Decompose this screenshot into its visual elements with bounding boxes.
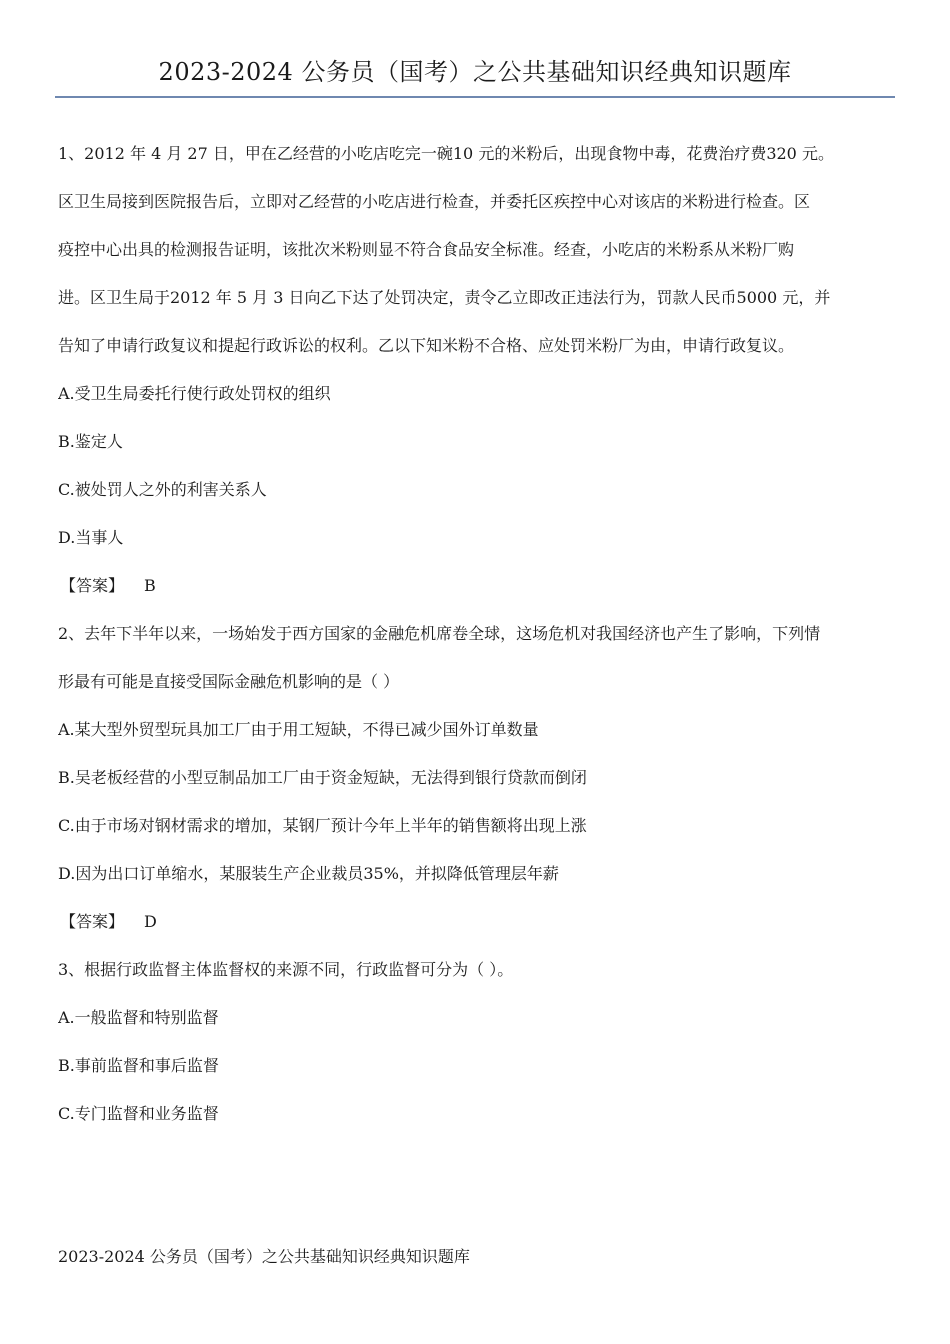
option-c: C.被处罚人之外的利害关系人 [58, 480, 267, 499]
answer-value: D [144, 912, 157, 931]
answer-label: 【答案】 [60, 912, 125, 931]
option-c: C.由于市场对钢材需求的增加，某钢厂预计今年上半年的销售额将出现上涨 [58, 816, 587, 835]
question-text-line: 形最有可能是直接受国际金融危机影响的是（ ） [58, 672, 400, 691]
question-text-line: 3、根据行政监督主体监督权的来源不同，行政监督可分为（ ）。 [58, 960, 514, 979]
header-divider [55, 96, 895, 98]
option-b: B.鉴定人 [58, 432, 123, 451]
option-b: B.事前监督和事后监督 [58, 1056, 219, 1075]
answer-value: B [144, 576, 156, 595]
question-3 [58, 956, 908, 1148]
question-text-line: 进。区卫生局于2012 年 5 月 3 日向乙下达了处罚决定，责令乙立即改正违法行为，罚款人民币5000 元，并 [58, 288, 831, 307]
answer-row [60, 908, 908, 956]
page-footer: 2023-2024 公务员（国考）之公共基础知识经典知识题库 [58, 1247, 470, 1266]
option-b: B.吴老板经营的小型豆制品加工厂由于资金短缺，无法得到银行贷款而倒闭 [58, 768, 587, 787]
question-text-line: 告知了申请行政复议和提起行政诉讼的权利。乙以下知米粉不合格、应处罚米粉厂为由，申请行政复议。 [58, 336, 795, 355]
question-1 [58, 140, 908, 620]
option-d: D.当事人 [58, 528, 124, 547]
question-text-line: 2、去年下半年以来，一场始发于西方国家的金融危机席卷全球，这场危机对我国经济也产生了影响，下列情 [58, 624, 821, 643]
option-d: D.因为出口订单缩水，某服装生产企业裁员35%，并拟降低管理层年薪 [58, 864, 559, 883]
option-c: C.专门监督和业务监督 [58, 1104, 219, 1123]
option-a: A.某大型外贸型玩具加工厂由于用工短缺，不得已减少国外订单数量 [58, 720, 539, 739]
option-a: A.一般监督和特别监督 [58, 1008, 219, 1027]
answer-row [60, 572, 908, 620]
question-list [58, 140, 908, 1148]
question-text-line: 1、2012 年 4 月 27 日，甲在乙经营的小吃店吃完一碗10 元的米粉后，出现食物中毒，花费治疗费320 元。 [58, 144, 834, 163]
page-header-title: 2023-2024 公务员（国考）之公共基础知识经典知识题库 [158, 58, 792, 86]
option-a: A.受卫生局委托行使行政处罚权的组织 [58, 384, 331, 403]
answer-label: 【答案】 [60, 576, 125, 595]
question-2 [58, 620, 908, 956]
question-text-line: 疫控中心出具的检测报告证明，该批次米粉则显不符合食品安全标准。经查，小吃店的米粉系从米粉厂购 [58, 240, 795, 259]
question-text-line: 区卫生局接到医院报告后，立即对乙经营的小吃店进行检查，并委托区疾控中心对该店的米粉进行检查。区 [58, 192, 811, 211]
